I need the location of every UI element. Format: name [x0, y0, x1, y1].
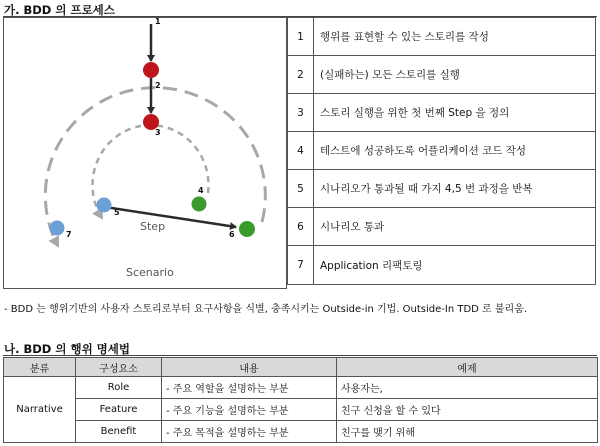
behavior-spec-table	[3, 357, 598, 443]
table-row	[288, 132, 596, 170]
step-number-cell: 3	[288, 94, 314, 132]
content-cell: - 주요 목적을 설명하는 부분	[162, 421, 337, 443]
table-row	[4, 377, 598, 399]
step-number-7: 7	[66, 230, 72, 239]
component-cell: Feature	[76, 399, 162, 421]
step-number-4: 4	[198, 186, 204, 195]
step-text-cell: 스토리 실행을 위한 첫 번째 Step 을 정의	[314, 94, 596, 132]
section1-title: 가. BDD 의 프로세스	[4, 3, 115, 17]
scenario-loop-label: Scenario	[126, 266, 174, 279]
node-blue-5	[97, 198, 112, 213]
table-row	[4, 421, 598, 443]
table-row	[288, 208, 596, 246]
table-row	[288, 18, 596, 56]
step-text-cell: 테스트에 성공하도록 어플리케이션 코드 작성	[314, 132, 596, 170]
content-cell: - 주요 역할을 설명하는 부분	[162, 377, 337, 399]
table-row	[288, 94, 596, 132]
col-header-example: 예제	[337, 358, 598, 377]
table-row	[288, 170, 596, 208]
step-text-cell: Application 리팩토링	[314, 246, 596, 285]
step-number-2: 2	[155, 81, 161, 90]
content-cell: - 주요 기능을 설명하는 부분	[162, 399, 337, 421]
process-steps-table	[287, 17, 596, 285]
category-cell: Narrative	[4, 377, 76, 443]
step-loop-label: Step	[140, 220, 166, 233]
step-text-cell: (실패하는) 모든 스토리를 실행	[314, 56, 596, 94]
step-number-cell: 4	[288, 132, 314, 170]
node-green-4	[192, 197, 207, 212]
example-cell: 사용자는,	[337, 377, 598, 399]
table-row	[288, 56, 596, 94]
bdd-description-note: - BDD 는 행위기반의 사용자 스토리로부터 요구사항을 식별, 충족시키는 Outside-in 기법. Outside-In TDD 로 불리움.	[4, 304, 528, 315]
step-number-cell: 1	[288, 18, 314, 56]
node-blue-7	[50, 221, 65, 236]
step-number-cell: 6	[288, 208, 314, 246]
component-cell: Benefit	[76, 421, 162, 443]
step-text-cell: 시나리오가 통과될 때 가지 4,5 번 과정을 반복	[314, 170, 596, 208]
step-text-cell: 행위를 표현할 수 있는 스토리를 작성	[314, 18, 596, 56]
node-green-6	[239, 221, 255, 237]
section2-title: 나. BDD 의 행위 명세법	[4, 342, 131, 356]
col-header-content: 내용	[162, 358, 337, 377]
bdd-process-diagram	[3, 17, 287, 289]
process-cycle-svg	[4, 18, 288, 290]
example-cell: 친구 신청을 할 수 있다	[337, 399, 598, 421]
section2-divider	[3, 355, 597, 356]
step-number-3: 3	[155, 128, 161, 137]
arrow-blue-to-green	[105, 207, 236, 227]
step-number-5: 5	[114, 208, 120, 217]
col-header-category: 분류	[4, 358, 76, 377]
step-number-1: 1	[155, 18, 161, 26]
step-number-cell: 7	[288, 246, 314, 285]
component-cell: Role	[76, 377, 162, 399]
step-text-cell: 시나리오 통과	[314, 208, 596, 246]
table-row	[4, 399, 598, 421]
step-number-cell: 5	[288, 170, 314, 208]
step-number-6: 6	[229, 230, 235, 239]
example-cell: 친구를 맺기 위해	[337, 421, 598, 443]
node-red-1	[143, 62, 159, 78]
table-row	[288, 246, 596, 285]
step-number-cell: 2	[288, 56, 314, 94]
col-header-component: 구성요소	[76, 358, 162, 377]
